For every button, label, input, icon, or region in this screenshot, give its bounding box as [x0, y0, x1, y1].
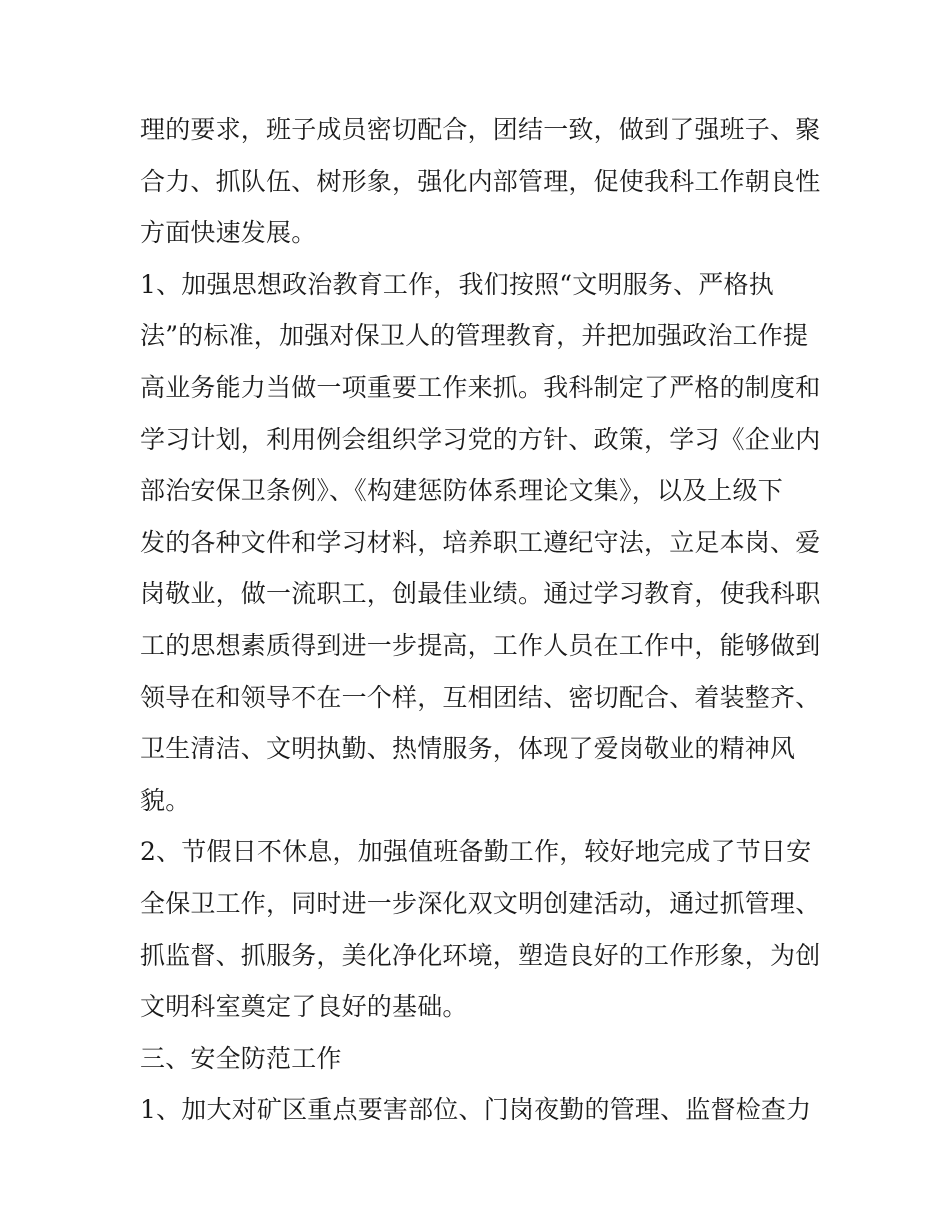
text-line: 1、加大对矿区重点要害部位、门岗夜勤的管理、监督检查力: [140, 1095, 812, 1125]
text-line: 法”的标准，加强对保卫人的管理教育，并把加强政治工作提: [140, 321, 809, 351]
text-line: 2、节假日不休息，加强值班备勤工作，较好地完成了节日安: [140, 837, 812, 867]
text-line: 高业务能力当做一项重要工作来抓。我科制定了严格的制度和: [140, 372, 821, 402]
text-line: 学习计划，利用例会组织学习党的方针、政策，学习《企业内: [140, 424, 821, 454]
text-line: 领导在和领导不在一个样，互相团结、密切配合、着装整齐、: [140, 682, 821, 712]
text-line: 貌。: [140, 785, 191, 815]
text-line: 部治安保卫条例》、《构建惩防体系理论文集》，以及上级下: [140, 476, 783, 506]
text-line: 岗敬业，做一流职工，创最佳业绩。通过学习教育，使我科职: [140, 579, 821, 609]
text-line: 合力、抓队伍、树形象，强化内部管理，促使我科工作朝良性: [140, 166, 821, 196]
text-line: 发的各种文件和学习材料，培养职工遵纪守法，立足本岗、爱: [140, 527, 821, 557]
document-body: [140, 104, 820, 1136]
text-line: 工的思想素质得到进一步提高，工作人员在工作中，能够做到: [140, 630, 821, 660]
text-line: 理的要求，班子成员密切配合，团结一致，做到了强班子、聚: [140, 115, 821, 144]
text-line: 卫生清洁、文明执勤、热情服务，体现了爱岗敬业的精神风: [140, 734, 796, 764]
text-line: 文明科室奠定了良好的基础。: [140, 992, 468, 1022]
text-line: 1、加强思想政治教育工作，我们按照“文明服务、严格执: [140, 269, 774, 299]
section-heading: 三、安全防范工作: [140, 1043, 342, 1073]
text-line: 抓监督、抓服务，美化净化环境，塑造良好的工作形象，为创: [140, 940, 821, 970]
text-line: 方面快速发展。: [140, 218, 317, 248]
text-line: 全保卫工作，同时进一步深化双文明创建活动，通过抓管理、: [140, 888, 821, 918]
